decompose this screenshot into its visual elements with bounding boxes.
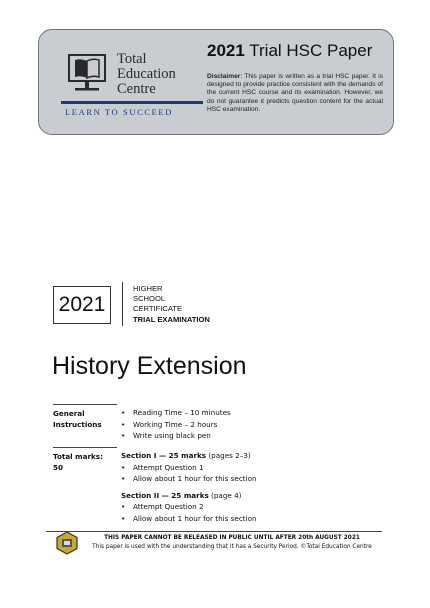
general-instructions-label	[53, 408, 102, 430]
footer-release-notice: THIS PAPER CANNOT BE RELEASED IN PUBLIC UNTIL AFTER 20th AUGUST 2021	[104, 535, 360, 541]
hsc-line-3: CERTIFICATE	[133, 304, 183, 314]
label-line: Instructions	[53, 420, 102, 429]
exam-year-box: 2021	[53, 286, 111, 324]
label-line: Total marks:	[53, 452, 103, 461]
logo-line-2: Education	[117, 66, 176, 82]
trial-examination: TRIAL EXAMINATION	[133, 314, 210, 324]
list-item: • Attempt Question 2	[121, 501, 257, 513]
logo-rule	[61, 101, 203, 104]
paper-title	[207, 41, 372, 61]
list-item: • Write using black pen	[121, 430, 231, 442]
hsc-line-1: HIGHER	[133, 284, 163, 293]
section-1-heading	[121, 450, 257, 462]
label-line: General	[53, 409, 85, 418]
list-item: • Attempt Question 1	[121, 462, 257, 474]
disclaimer	[207, 73, 383, 114]
logo-line-1: Total	[117, 51, 147, 67]
section-pages: (page 4)	[208, 490, 242, 500]
divider	[53, 447, 117, 448]
footer-divider	[46, 531, 382, 532]
subject-title: History Extension	[52, 352, 247, 380]
paper-title-text: Trial HSC Paper	[249, 41, 373, 60]
logo-line-3: Centre	[117, 81, 156, 97]
footer-security-notice: This paper is used with the understanding that it has a Security Period. ©Total Education Centre	[92, 544, 372, 550]
disclaimer-text: : This paper is written as a trial HSC paper. It is designed to provide practice consistent with the demands of the current HSC course and its examination. However, we do not guarantee it predicts question content for the actual HSC examination.	[207, 73, 383, 113]
logo-wordmark	[117, 52, 176, 97]
section-title: Section I — 25 marks	[121, 451, 207, 460]
logo	[61, 50, 209, 140]
disclaimer-label: Disclaimer	[207, 73, 241, 80]
list-item: • Reading Time – 10 minutes	[121, 407, 231, 419]
list-item: • Allow about 1 hour for this section	[121, 473, 257, 485]
total-marks-value: 50	[53, 463, 64, 472]
book-monitor-icon	[61, 52, 113, 94]
paper-year: 2021	[207, 41, 245, 60]
section-pages: (pages 2–3)	[206, 451, 251, 460]
list-item: • Allow about 1 hour for this section	[121, 513, 257, 525]
security-badge-icon	[55, 531, 79, 555]
hsc-line-2: SCHOOL	[133, 294, 166, 304]
divider	[122, 282, 123, 326]
section-title: Section II — 25 marks	[121, 490, 209, 500]
header-banner	[38, 29, 394, 135]
divider	[53, 404, 117, 405]
logo-tagline: LEARN TO SUCCEED	[65, 107, 173, 117]
total-marks-label	[53, 451, 103, 473]
sections-list	[121, 450, 257, 524]
list-item: • Working Time – 2 hours	[121, 419, 231, 431]
section-2-heading	[121, 490, 257, 502]
general-instructions-list	[121, 407, 231, 442]
hsc-label	[133, 284, 210, 325]
